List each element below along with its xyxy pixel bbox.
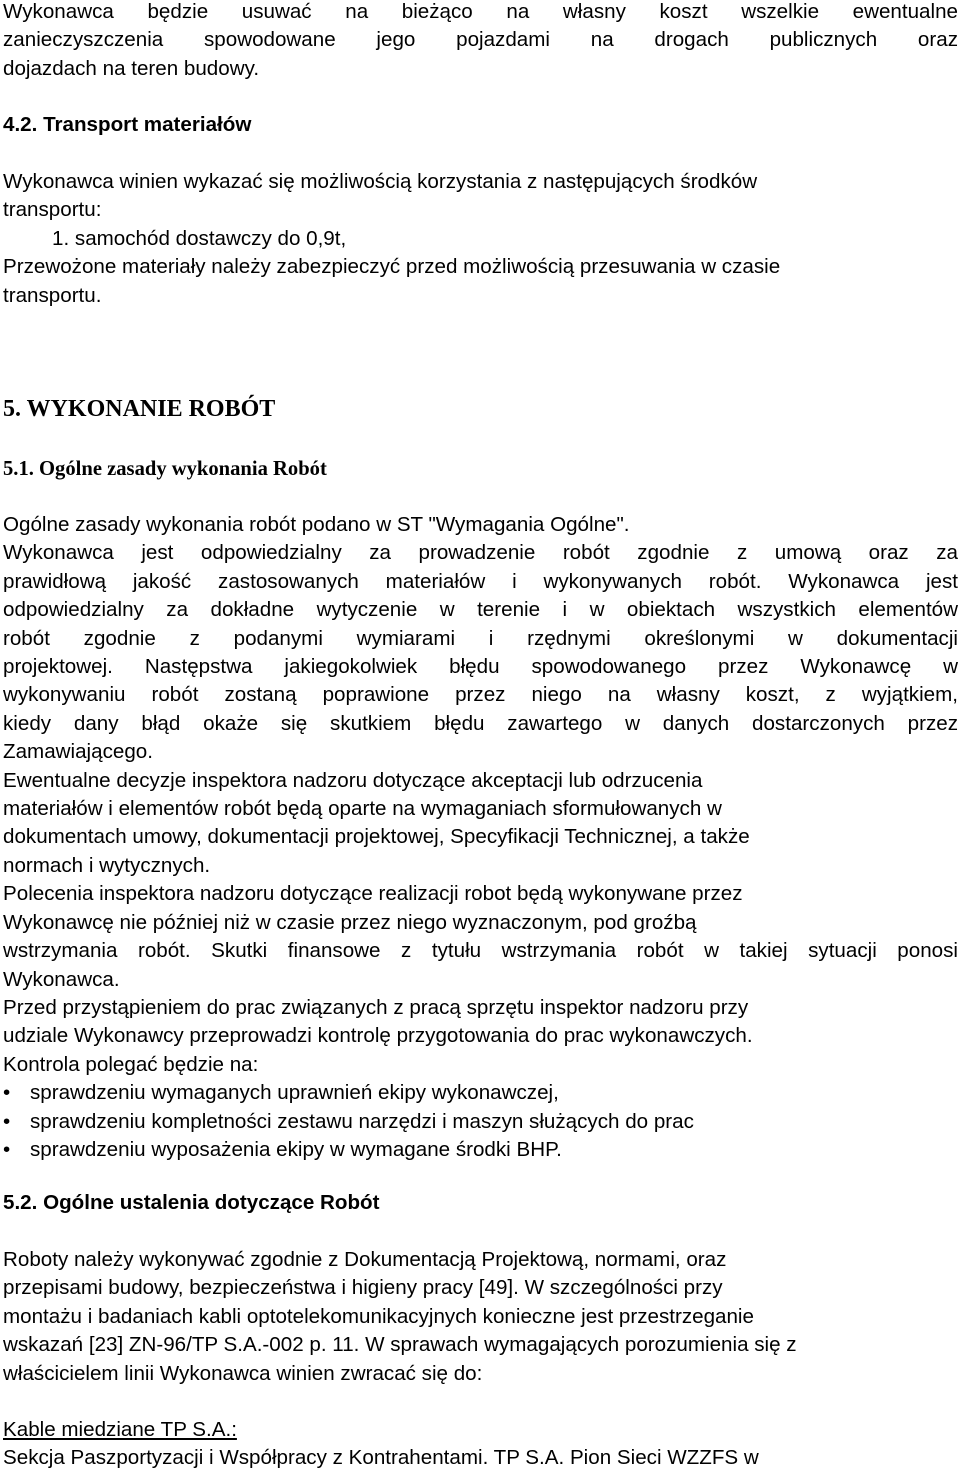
- bullet-icon: •: [3, 1081, 11, 1105]
- para3-line-4: Wykonawca.: [3, 967, 120, 991]
- section-5-heading: 5. WYKONANIE ROBÓT: [3, 396, 276, 422]
- section-4-2-paragraph: [3, 168, 960, 310]
- section-4-2-after-line-2: transportu.: [3, 283, 102, 307]
- intro-paragraph: [3, 0, 960, 83]
- para1-line-8: kiedy dany błąd okaże się skutkiem błędu zawartego w danych dostarczonych przez: [3, 711, 958, 735]
- transport-list-item: 1. samochód dostawczy do 0,9t,: [52, 226, 347, 250]
- section-4-2-heading: 4.2. Transport materiałów: [3, 113, 252, 136]
- bullet-list-item: [3, 1079, 960, 1107]
- contact-block: [3, 1416, 960, 1473]
- bullet-icon: •: [3, 1137, 11, 1161]
- para3-line-3: wstrzymania robót. Skutki finansowe z tytułu wstrzymania robót w takiej sytuacji ponosi: [3, 939, 958, 963]
- para4-line-2: udziale Wykonawcy przeprowadzi kontrolę przygotowania do prac wykonawczych.: [3, 1024, 753, 1048]
- para1-line-7: wykonywaniu robót zostaną poprawione przez niego na własny koszt, z wyjątkiem,: [3, 683, 958, 707]
- section-4-2-after-line-1: Przewożone materiały należy zabezpieczyć przed możliwością przesuwania w czasie: [3, 255, 781, 279]
- para4-line-1: Przed przystąpieniem do prac związanych z pracą sprzętu inspektor nadzoru przy: [3, 995, 749, 1019]
- section-5-1-heading: 5.1. Ogólne zasady wykonania Robót: [3, 458, 327, 480]
- bullet-text: sprawdzeniu kompletności zestawu narzędzi i maszyn służących do prac: [30, 1109, 694, 1133]
- section-5-1-body: [3, 511, 960, 1164]
- bullet-list-item: [3, 1136, 960, 1164]
- para1-line-1: Ogólne zasady wykonania robót podano w ST "Wymagania Ogólne".: [3, 513, 630, 536]
- para3-line-1: Polecenia inspektora nadzoru dotyczące realizacji robot będą wykonywane przez: [3, 882, 743, 906]
- intro-line-3: dojazdach na teren budowy.: [3, 56, 260, 80]
- section-5-2-line-4: wskazań [23] ZN-96/TP S.A.-002 p. 11. W sprawach wymagających porozumienia się z: [3, 1333, 797, 1357]
- para2-line-3: dokumentach umowy, dokumentacji projektowej, Specyfikacji Technicznej, a także: [3, 825, 750, 849]
- section-5-2-heading: 5.2. Ogólne ustalenia dotyczące Robót: [3, 1191, 380, 1214]
- para1-line-3: prawidłową jakość zastosowanych materiałów i wykonywanych robót. Wykonawca jest: [3, 569, 958, 593]
- section-4-2-line-1: Wykonawca winien wykazać się możliwością korzystania z następujących środków: [3, 170, 758, 193]
- bullet-text: sprawdzeniu wyposażenia ekipy w wymagane środki BHP.: [30, 1137, 562, 1161]
- para4-line-3: Kontrola polegać będzie na:: [3, 1052, 259, 1076]
- section-5-2-line-3: montażu i badaniach kabli optotelekomunikacyjnych konieczne jest przestrzeganie: [3, 1304, 754, 1328]
- section-5-2-line-5: właścicielem linii Wykonawca winien zwracać się do:: [3, 1361, 483, 1385]
- bullet-list-item: [3, 1108, 960, 1136]
- intro-line-2: zanieczyszczenia spowodowane jego pojazdami na drogach publicznych oraz: [3, 28, 958, 52]
- section-5-2-line-2: przepisami budowy, bezpieczeństwa i higieny pracy [49]. W szczególności przy: [3, 1276, 723, 1300]
- para2-line-2: materiałów i elementów robót będą oparte na wymaganiach sformułowanych w: [3, 797, 722, 821]
- para2-line-1: Ewentualne decyzje inspektora nadzoru dotyczące akceptacji lub odrzucenia: [3, 768, 703, 792]
- para1-line-6: projektowej. Następstwa jakiegokolwiek błędu spowodowanego przez Wykonawcę w: [3, 655, 958, 679]
- para1-line-5: robót zgodnie z podanymi wymiarami i rzędnymi określonymi w dokumentacji: [3, 626, 958, 650]
- para1-line-2: Wykonawca jest odpowiedzialny za prowadzenie robót zgodnie z umową oraz za: [3, 541, 958, 565]
- section-5-2-paragraph: [3, 1246, 960, 1388]
- para1-line-4: odpowiedzialny za dokładne wytyczenie w terenie i w obiektach wszystkich elementów: [3, 598, 958, 622]
- para3-line-2: Wykonawcę nie później niż w czasie przez niego wyznaczonym, pod groźbą: [3, 910, 697, 934]
- copper-cables-label: Kable miedziane TP S.A.:: [3, 1418, 237, 1441]
- contact-line: Sekcja Paszportyzacji i Współpracy z Kontrahentami. TP S.A. Pion Sieci WZZFS w: [3, 1446, 759, 1470]
- intro-line-1: Wykonawca będzie usuwać na bieżąco na własny koszt wszelkie ewentualne: [3, 0, 958, 23]
- bullet-text: sprawdzeniu wymaganych uprawnień ekipy wykonawczej,: [30, 1081, 559, 1105]
- section-4-2-line-2: transportu:: [3, 198, 102, 222]
- para1-line-9: Zamawiającego.: [3, 740, 153, 764]
- para2-line-4: normach i wytycznych.: [3, 853, 211, 877]
- bullet-icon: •: [3, 1109, 11, 1133]
- section-5-2-line-1: Roboty należy wykonywać zgodnie z Dokumentacją Projektową, normami, oraz: [3, 1248, 727, 1271]
